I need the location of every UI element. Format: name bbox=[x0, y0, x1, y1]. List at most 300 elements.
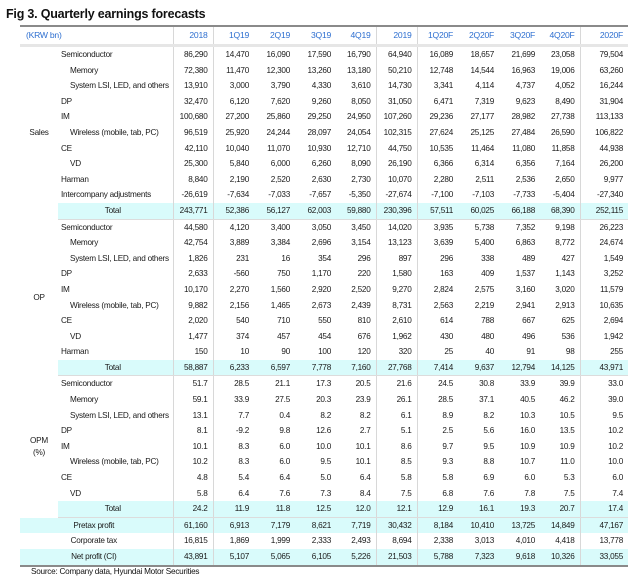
value-cell: 91 bbox=[526, 347, 536, 357]
value-cell: 10,410 bbox=[458, 517, 499, 533]
value-cell: 3,450 bbox=[351, 222, 371, 232]
value-cell: 2,270 bbox=[213, 282, 254, 298]
value-cell: 10.2 bbox=[580, 423, 628, 439]
value-cell: 8,490 bbox=[555, 96, 575, 106]
value-cell: 11.0 bbox=[560, 457, 575, 467]
table-row bbox=[20, 251, 628, 267]
value-cell: 2,673 bbox=[311, 300, 332, 310]
value-cell: 10.2 bbox=[173, 454, 213, 470]
value-cell: 10,070 bbox=[376, 172, 417, 188]
value-cell: 3,341 bbox=[417, 78, 458, 94]
table-row bbox=[20, 141, 628, 157]
value-cell: 6,314 bbox=[474, 159, 495, 169]
group-label-text: Sales bbox=[29, 128, 49, 138]
value-cell: 43,891 bbox=[173, 549, 213, 566]
value-cell: 7,719 bbox=[336, 517, 376, 533]
value-cell: 11,464 bbox=[471, 143, 495, 153]
value-cell: 12,300 bbox=[266, 65, 291, 75]
value-cell: 26.1 bbox=[376, 392, 417, 408]
value-cell: 12.9 bbox=[417, 501, 458, 517]
value-cell: 6.0 bbox=[279, 457, 291, 467]
value-cell: 13,123 bbox=[376, 235, 417, 251]
value-cell: 255 bbox=[580, 344, 628, 360]
value-cell: 7.6 bbox=[483, 488, 495, 498]
value-cell: -7,634 bbox=[213, 187, 254, 203]
sales-group-label bbox=[20, 46, 58, 220]
row-label: CE bbox=[61, 143, 72, 153]
profit-row bbox=[20, 517, 628, 533]
value-cell: 44,580 bbox=[173, 219, 213, 235]
row-label: Corporate tax bbox=[20, 533, 173, 549]
value-cell: 480 bbox=[481, 331, 495, 341]
value-cell: 625 bbox=[561, 316, 575, 326]
value-cell: 66,188 bbox=[499, 203, 540, 219]
value-cell: 8,840 bbox=[173, 172, 213, 188]
value-cell: 13.5 bbox=[559, 426, 575, 436]
value-cell: 33.9 bbox=[213, 392, 254, 408]
value-cell: -5,350 bbox=[348, 190, 371, 200]
value-cell: 120 bbox=[357, 347, 371, 357]
row-label: Memory bbox=[70, 65, 99, 75]
value-cell: 27,738 bbox=[550, 112, 575, 122]
value-cell: 230,396 bbox=[376, 203, 417, 219]
table-row bbox=[20, 313, 628, 329]
value-cell: 3,935 bbox=[417, 219, 458, 235]
table-row bbox=[20, 329, 628, 345]
value-cell: 10.7 bbox=[520, 457, 536, 467]
col-header: 1Q20F bbox=[417, 26, 458, 46]
value-cell: 27,624 bbox=[417, 125, 458, 141]
value-cell: 8.3 bbox=[213, 454, 254, 470]
value-cell: 68,390 bbox=[540, 203, 580, 219]
value-cell: 29,236 bbox=[417, 109, 458, 125]
table-row bbox=[20, 219, 628, 235]
value-cell: 12.5 bbox=[295, 501, 336, 517]
value-cell: 320 bbox=[376, 344, 417, 360]
sales-total-row bbox=[20, 203, 628, 219]
group-label-text: OPM bbox=[30, 435, 48, 445]
value-cell: 8.8 bbox=[483, 457, 495, 467]
value-cell: 13,725 bbox=[499, 517, 540, 533]
value-cell: 37.1 bbox=[479, 395, 495, 405]
value-cell: 100,680 bbox=[173, 109, 213, 125]
value-cell: 47,167 bbox=[580, 517, 628, 533]
table-row bbox=[20, 109, 628, 125]
value-cell: 86,290 bbox=[173, 46, 213, 63]
value-cell: 44,750 bbox=[376, 141, 417, 157]
value-cell: 10,635 bbox=[580, 298, 628, 314]
value-cell: 39.0 bbox=[580, 392, 628, 408]
value-cell: 7.7 bbox=[213, 408, 254, 424]
value-cell: 27,484 bbox=[511, 127, 536, 137]
value-cell: 13,910 bbox=[173, 78, 213, 94]
value-cell: 9.3 bbox=[417, 454, 458, 470]
value-cell: 6.1 bbox=[376, 408, 417, 424]
row-label: VD bbox=[70, 331, 81, 341]
value-cell: 24.5 bbox=[417, 376, 458, 392]
value-cell: 4,330 bbox=[311, 81, 332, 91]
value-cell: 40 bbox=[485, 347, 495, 357]
value-cell: 7,778 bbox=[295, 360, 336, 376]
value-cell: 2.7 bbox=[359, 426, 371, 436]
profit-row bbox=[20, 549, 628, 566]
value-cell: 16.0 bbox=[520, 426, 536, 436]
value-cell: 5,065 bbox=[254, 549, 295, 566]
value-cell: 21.6 bbox=[376, 376, 417, 392]
value-cell: 614 bbox=[417, 313, 458, 329]
value-cell: 2,338 bbox=[417, 533, 458, 549]
value-cell: 1,962 bbox=[376, 329, 417, 345]
value-cell: 243,771 bbox=[173, 203, 213, 219]
value-cell: 52,386 bbox=[213, 203, 254, 219]
row-label: Wireless (mobile, tab, PC) bbox=[70, 457, 159, 467]
value-cell: 10,170 bbox=[173, 282, 213, 298]
value-cell: 21,503 bbox=[376, 549, 417, 566]
value-cell: 51.7 bbox=[173, 376, 213, 392]
col-header: 4Q19 bbox=[336, 26, 376, 46]
value-cell: 7.3 bbox=[320, 488, 332, 498]
value-cell: 42,110 bbox=[173, 141, 213, 157]
value-cell: 28,982 bbox=[511, 112, 536, 122]
value-cell: -560 bbox=[213, 266, 254, 282]
value-cell: 13,260 bbox=[307, 65, 332, 75]
value-cell: 7,323 bbox=[458, 549, 499, 566]
value-cell: 338 bbox=[481, 253, 495, 263]
row-label: IM bbox=[61, 112, 70, 122]
value-cell: 10.3 bbox=[520, 410, 536, 420]
value-cell: -26,619 bbox=[173, 187, 213, 203]
value-cell: 2,824 bbox=[417, 282, 458, 298]
value-cell: 550 bbox=[318, 316, 332, 326]
value-cell: 28,097 bbox=[307, 127, 332, 137]
value-cell: 2,920 bbox=[311, 284, 332, 294]
col-header: 2Q19 bbox=[254, 26, 295, 46]
value-cell: 5.8 bbox=[376, 470, 417, 486]
value-cell: 7.4 bbox=[580, 486, 628, 502]
value-cell: 13,180 bbox=[346, 65, 371, 75]
value-cell: 6,120 bbox=[213, 94, 254, 110]
value-cell: 61,160 bbox=[173, 517, 213, 533]
value-cell: -9.2 bbox=[213, 423, 254, 439]
value-cell: 7.5 bbox=[376, 486, 417, 502]
value-cell: 5.6 bbox=[483, 426, 495, 436]
value-cell: 374 bbox=[213, 329, 254, 345]
value-cell: 25,125 bbox=[470, 127, 495, 137]
value-cell: 676 bbox=[357, 331, 371, 341]
value-cell: 33,055 bbox=[580, 549, 628, 566]
value-cell: 9,260 bbox=[311, 96, 332, 106]
value-cell: 19,006 bbox=[550, 65, 575, 75]
earnings-forecast-table bbox=[20, 25, 628, 567]
value-cell: 7,179 bbox=[254, 517, 295, 533]
value-cell: 7,414 bbox=[417, 360, 458, 376]
value-cell: 9.8 bbox=[279, 426, 291, 436]
value-cell: -7,103 bbox=[472, 190, 495, 200]
value-cell: 750 bbox=[277, 269, 291, 279]
value-cell: 27,200 bbox=[213, 109, 254, 125]
row-label: DP bbox=[61, 96, 72, 106]
value-cell: 10,930 bbox=[307, 143, 332, 153]
value-cell: 1,560 bbox=[270, 284, 291, 294]
value-cell: 59.1 bbox=[173, 392, 213, 408]
value-cell: 7,164 bbox=[555, 159, 575, 169]
value-cell: 788 bbox=[481, 316, 495, 326]
value-cell: 9.5 bbox=[483, 441, 495, 451]
unit-label: (KRW bn) bbox=[20, 26, 173, 46]
value-cell: 4,737 bbox=[515, 81, 536, 91]
table-row bbox=[20, 470, 628, 486]
value-cell: 1,826 bbox=[173, 251, 213, 267]
value-cell: 9,270 bbox=[376, 282, 417, 298]
table-row bbox=[20, 78, 628, 94]
table-row bbox=[20, 439, 628, 455]
value-cell: 12.6 bbox=[316, 426, 332, 436]
value-cell: 6.0 bbox=[580, 470, 628, 486]
value-cell: 5.0 bbox=[320, 473, 332, 483]
value-cell: 6,356 bbox=[515, 159, 536, 169]
figure-title: Fig 3. Quarterly earnings forecasts bbox=[6, 7, 206, 21]
value-cell: 6,000 bbox=[270, 159, 291, 169]
table-row bbox=[20, 282, 628, 298]
row-label: System LSI, LED, and others bbox=[70, 410, 169, 420]
value-cell: 2,730 bbox=[351, 174, 371, 184]
value-cell: 2,536 bbox=[515, 174, 536, 184]
value-cell: 10,040 bbox=[213, 141, 254, 157]
value-cell: -5,404 bbox=[552, 190, 575, 200]
row-label: Total bbox=[58, 501, 173, 517]
value-cell: 59,880 bbox=[336, 203, 376, 219]
value-cell: 3,013 bbox=[458, 533, 499, 549]
value-cell: 5,226 bbox=[336, 549, 376, 566]
value-cell: 32,470 bbox=[173, 94, 213, 110]
value-cell: 8.3 bbox=[213, 439, 254, 455]
value-cell: 10.0 bbox=[580, 454, 628, 470]
value-cell: 6,863 bbox=[515, 238, 536, 248]
value-cell: 16,963 bbox=[511, 65, 536, 75]
value-cell: 11.9 bbox=[213, 501, 254, 517]
value-cell: 16,815 bbox=[173, 533, 213, 549]
col-header: 2019 bbox=[376, 26, 417, 46]
value-cell: 28.5 bbox=[213, 376, 254, 392]
value-cell: 1,942 bbox=[580, 329, 628, 345]
value-cell: 44,938 bbox=[580, 141, 628, 157]
value-cell: 150 bbox=[173, 344, 213, 360]
value-cell: 12.0 bbox=[336, 501, 376, 517]
value-cell: 252,115 bbox=[580, 203, 628, 219]
value-cell: 27,177 bbox=[470, 112, 495, 122]
value-cell: 20.3 bbox=[316, 395, 332, 405]
value-cell: 43,971 bbox=[580, 360, 628, 376]
value-cell: 8,184 bbox=[417, 517, 458, 533]
value-cell: 2,520 bbox=[351, 284, 371, 294]
value-cell: 810 bbox=[357, 316, 371, 326]
value-cell: 2.5 bbox=[417, 423, 458, 439]
value-cell: 220 bbox=[357, 269, 371, 279]
table-row bbox=[20, 156, 628, 172]
value-cell: 14,849 bbox=[540, 517, 580, 533]
value-cell: 6,597 bbox=[254, 360, 295, 376]
value-cell: 6.9 bbox=[483, 473, 495, 483]
value-cell: 14,125 bbox=[540, 360, 580, 376]
value-cell: 1,549 bbox=[580, 251, 628, 267]
value-cell: 90 bbox=[281, 347, 291, 357]
row-label: CE bbox=[61, 473, 72, 483]
value-cell: 6,471 bbox=[417, 94, 458, 110]
value-cell: 6.4 bbox=[359, 473, 371, 483]
value-cell: 25,860 bbox=[266, 112, 291, 122]
value-cell: 3,160 bbox=[515, 284, 536, 294]
value-cell: 3,154 bbox=[351, 238, 371, 248]
value-cell: 4,114 bbox=[475, 81, 495, 91]
value-cell: 1,170 bbox=[311, 269, 332, 279]
group-label-text: OP bbox=[33, 292, 45, 302]
value-cell: 8,050 bbox=[351, 96, 371, 106]
value-cell: 0.4 bbox=[279, 410, 291, 420]
value-cell: 19.3 bbox=[499, 501, 540, 517]
value-cell: 113,133 bbox=[580, 109, 628, 125]
row-label: Intercompany adjustments bbox=[61, 190, 152, 200]
row-label: System LSI, LED, and others bbox=[70, 253, 169, 263]
value-cell: 17.3 bbox=[316, 379, 332, 389]
value-cell: 2,020 bbox=[173, 313, 213, 329]
value-cell: 46.2 bbox=[559, 395, 575, 405]
value-cell: 39.9 bbox=[559, 379, 575, 389]
value-cell: 3,020 bbox=[555, 284, 575, 294]
value-cell: 2,219 bbox=[474, 300, 495, 310]
value-cell: 17,590 bbox=[307, 50, 332, 59]
value-cell: 7.8 bbox=[524, 488, 536, 498]
value-cell: 9,198 bbox=[555, 222, 575, 232]
value-cell: 2,650 bbox=[555, 174, 575, 184]
value-cell: 2,694 bbox=[580, 313, 628, 329]
value-cell: 3,889 bbox=[213, 235, 254, 251]
value-cell: 3,252 bbox=[580, 266, 628, 282]
value-cell: 13.1 bbox=[173, 408, 213, 424]
col-header: 2018 bbox=[173, 26, 213, 46]
op-total-row bbox=[20, 360, 628, 376]
value-cell: 10 bbox=[213, 344, 254, 360]
value-cell: 13,778 bbox=[580, 533, 628, 549]
value-cell: 3,050 bbox=[311, 222, 332, 232]
value-cell: 7.6 bbox=[279, 488, 291, 498]
row-label: DP bbox=[61, 426, 72, 436]
value-cell: 33.9 bbox=[520, 379, 536, 389]
value-cell: 4,120 bbox=[213, 219, 254, 235]
value-cell: 31,050 bbox=[376, 94, 417, 110]
table-row bbox=[20, 266, 628, 282]
value-cell: 8,621 bbox=[295, 517, 336, 533]
row-label: VD bbox=[70, 488, 81, 498]
value-cell: 2,156 bbox=[213, 298, 254, 314]
value-cell: 710 bbox=[277, 316, 291, 326]
col-header: 3Q19 bbox=[295, 26, 336, 46]
value-cell: 2,493 bbox=[336, 533, 376, 549]
value-cell: 23.9 bbox=[355, 395, 371, 405]
value-cell: 60,025 bbox=[458, 203, 499, 219]
value-cell: 4,418 bbox=[540, 533, 580, 549]
value-cell: 5,788 bbox=[417, 549, 458, 566]
value-cell: 107,260 bbox=[376, 109, 417, 125]
value-cell: 33.0 bbox=[580, 376, 628, 392]
value-cell: 6.8 bbox=[417, 486, 458, 502]
value-cell: 2,610 bbox=[376, 313, 417, 329]
value-cell: 296 bbox=[417, 251, 458, 267]
value-cell: 667 bbox=[522, 316, 536, 326]
value-cell: 430 bbox=[417, 329, 458, 345]
value-cell: 24,244 bbox=[266, 127, 291, 137]
value-cell: 1,143 bbox=[555, 269, 575, 279]
value-cell: 42,754 bbox=[173, 235, 213, 251]
row-label: System LSI, LED, and others bbox=[70, 81, 169, 91]
value-cell: 1,465 bbox=[270, 300, 291, 310]
value-cell: 6.4 bbox=[213, 486, 254, 502]
table-row bbox=[20, 344, 628, 360]
value-cell: 8,090 bbox=[351, 159, 371, 169]
value-cell: 102,315 bbox=[376, 125, 417, 141]
value-cell: 5.4 bbox=[213, 470, 254, 486]
value-cell: 26,590 bbox=[550, 127, 575, 137]
value-cell: 79,504 bbox=[580, 46, 628, 63]
col-header: 1Q19 bbox=[213, 26, 254, 46]
table-row bbox=[20, 187, 628, 203]
value-cell: 27,768 bbox=[376, 360, 417, 376]
value-cell: 10.0 bbox=[316, 441, 332, 451]
value-cell: 1,999 bbox=[254, 533, 295, 549]
value-cell: 21,699 bbox=[511, 50, 536, 59]
value-cell: 10,535 bbox=[417, 141, 458, 157]
value-cell: 8.5 bbox=[376, 454, 417, 470]
table-row bbox=[20, 423, 628, 439]
value-cell: 6,366 bbox=[417, 156, 458, 172]
value-cell: 14,544 bbox=[470, 65, 495, 75]
value-cell: 163 bbox=[417, 266, 458, 282]
value-cell: 2,630 bbox=[311, 174, 332, 184]
value-cell: 62,003 bbox=[295, 203, 336, 219]
value-cell: 106,822 bbox=[580, 125, 628, 141]
value-cell: 24.2 bbox=[173, 501, 213, 517]
value-cell: 7.5 bbox=[563, 488, 575, 498]
value-cell: 897 bbox=[376, 251, 417, 267]
value-cell: 14,730 bbox=[376, 78, 417, 94]
value-cell: 3,639 bbox=[417, 235, 458, 251]
value-cell: 536 bbox=[561, 331, 575, 341]
table-row bbox=[20, 298, 628, 314]
value-cell: 31,904 bbox=[580, 94, 628, 110]
row-label: IM bbox=[61, 284, 70, 294]
value-cell: 2,563 bbox=[417, 298, 458, 314]
value-cell: 26,223 bbox=[580, 219, 628, 235]
value-cell: 20.7 bbox=[540, 501, 580, 517]
table-row bbox=[20, 63, 628, 79]
value-cell: 9,623 bbox=[515, 96, 536, 106]
value-cell: 16,089 bbox=[417, 46, 458, 63]
row-label: Memory bbox=[70, 238, 99, 248]
value-cell: 10.1 bbox=[355, 457, 371, 467]
value-cell: 8,694 bbox=[376, 533, 417, 549]
value-cell: 8.4 bbox=[359, 488, 371, 498]
value-cell: 2,941 bbox=[515, 300, 536, 310]
value-cell: 409 bbox=[481, 269, 495, 279]
value-cell: 12,748 bbox=[417, 63, 458, 79]
value-cell: 8.1 bbox=[173, 423, 213, 439]
value-cell: 454 bbox=[318, 331, 332, 341]
row-label: Net profit (CI) bbox=[20, 549, 173, 566]
value-cell: 8.6 bbox=[376, 439, 417, 455]
value-cell: 10.5 bbox=[559, 410, 575, 420]
value-cell: 9,977 bbox=[580, 172, 628, 188]
value-cell: -27,674 bbox=[376, 187, 417, 203]
value-cell: 2,520 bbox=[270, 174, 291, 184]
